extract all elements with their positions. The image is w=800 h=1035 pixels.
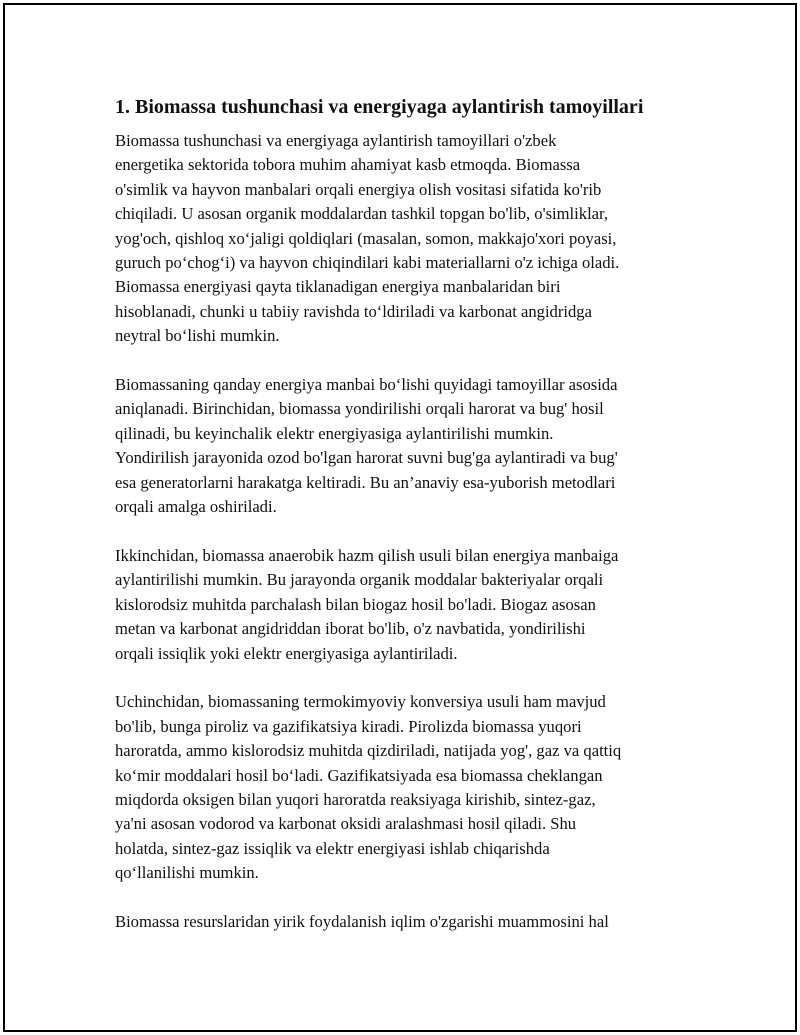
text-line: yog'och, qishloq xo‘jaligi qoldiqlari (masalan, somon, makkajo'xori poyasi, — [115, 228, 617, 248]
text-line: esa generatorlarni harakatga keltiradi. Bu an’anaviy esa-yuborish metodlari — [115, 472, 616, 492]
text-line: qo‘llanilishi mumkin. — [115, 863, 259, 883]
text-line: ya'ni asosan vodorod va karbonat oksidi aralashmasi hosil qiladi. Shu — [115, 814, 577, 834]
text-line: Uchinchidan, biomassaning termokimyoviy konversiya usuli ham mavjud — [115, 692, 606, 712]
text-line: neytral bo‘lishi mumkin. — [115, 326, 280, 346]
text-line: Biomassa energiyasi qayta tiklanadigan energiya manbalaridan biri — [115, 277, 561, 297]
paragraph — [115, 129, 695, 349]
text-line: Ikkinchidan, biomassa anaerobik hazm qilish usuli bilan energiya manbaiga — [115, 545, 619, 565]
paragraph — [115, 373, 695, 519]
text-line: Biomassaning qanday energiya manbai bo‘lishi quyidagi tamoyillar asosida — [115, 375, 618, 395]
text-line: qilinadi, bu keyinchalik elektr energiyasiga aylantirilishi mumkin. — [115, 423, 554, 443]
paragraph — [115, 910, 695, 934]
paragraph-container — [115, 129, 695, 934]
text-line: energetika sektorida tobora muhim ahamiyat kasb etmoqda. Biomassa — [115, 155, 581, 175]
text-line: hisoblanadi, chunki u tabiiy ravishda to‘ldiriladi va karbonat angidridga — [115, 301, 592, 321]
text-line: guruch po‘chog‘i) va hayvon chiqindilari kabi materiallarni o'z ichiga oladi. — [115, 253, 620, 273]
text-line: miqdorda oksigen bilan yuqori haroratda reaksiyaga kirishib, sintez-gaz, — [115, 789, 596, 809]
text-line: bo'lib, bunga piroliz va gazifikatsiya kiradi. Pirolizda biomassa yuqori — [115, 716, 582, 736]
text-line: Biomassa resurslaridan yirik foydalanish iqlim o'zgarishi muammosini hal — [115, 911, 609, 931]
text-line: holatda, sintez-gaz issiqlik va elektr energiyasi ishlab chiqarishda — [115, 838, 550, 858]
text-line: ko‘mir moddalari hosil bo‘ladi. Gazifikatsiyada esa biomassa cheklangan — [115, 765, 603, 785]
text-line: Yondirilish jarayonida ozod bo'lgan harorat suvni bug'ga aylantiradi va bug' — [115, 448, 618, 468]
paragraph — [115, 544, 695, 666]
paragraph — [115, 690, 695, 885]
text-line: Biomassa tushunchasi va energiyaga aylantirish tamoyillari o'zbek — [115, 131, 557, 150]
document-body — [115, 95, 695, 959]
text-line: kislorodsiz muhitda parchalash bilan biogaz hosil bo'ladi. Biogaz asosan — [115, 594, 596, 614]
text-line: orqali amalga oshiriladi. — [115, 497, 277, 517]
text-line: aniqlanadi. Birinchidan, biomassa yondirilishi orqali harorat va bug' hosil — [115, 399, 604, 419]
text-line: metan va karbonat angidriddan iborat bo'lib, o'z navbatida, yondirilishi — [115, 619, 586, 639]
text-line: haroratda, ammo kislorodsiz muhitda qizdiriladi, natijada yog', gaz va qattiq — [115, 741, 622, 761]
text-line: orqali issiqlik yoki elektr energiyasiga aylantiriladi. — [115, 643, 458, 663]
text-line: aylantirilishi mumkin. Bu jarayonda organik moddalar bakteriyalar orqali — [115, 570, 604, 590]
text-line: chiqiladi. U asosan organik moddalardan tashkil topgan bo'lib, o'simliklar, — [115, 204, 609, 224]
text-line: o'simlik va hayvon manbalari orqali energiya olish vositasi sifatida ko'rib — [115, 179, 602, 199]
section-heading: 1. Biomassa tushunchasi va energiyaga aylantirish tamoyillari — [115, 96, 644, 118]
